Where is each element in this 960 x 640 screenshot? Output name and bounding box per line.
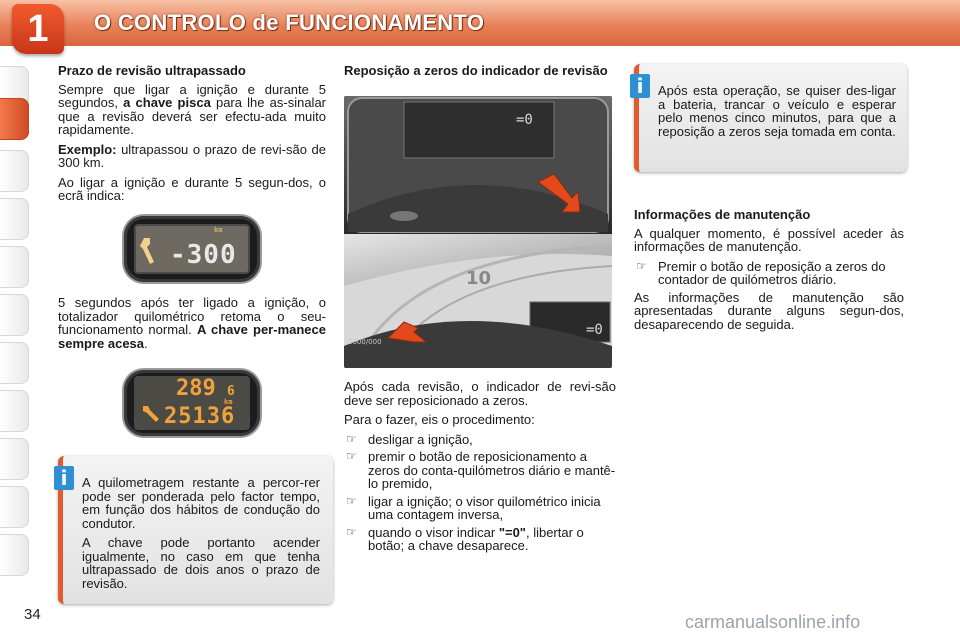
chapter-tab[interactable] bbox=[0, 342, 29, 384]
odometer-display-warning bbox=[124, 216, 260, 282]
trip-decimal: 6 bbox=[227, 384, 235, 399]
info-icon: i bbox=[54, 466, 74, 490]
odometer-display-normal bbox=[124, 370, 260, 436]
page-title: O CONTROLO de FUNCIONAMENTO bbox=[94, 10, 485, 35]
chapter-tab[interactable] bbox=[0, 198, 29, 240]
chapter-tab[interactable] bbox=[0, 486, 29, 528]
chapter-tab-active[interactable] bbox=[0, 98, 29, 140]
section-heading: Prazo de revisão ultrapassado bbox=[58, 63, 246, 78]
trip-readout: 289 bbox=[176, 376, 216, 401]
remaining-km-readout: -300 bbox=[170, 240, 237, 270]
paragraph: Sempre que ligar a ignição e durante 5 segundos, a chave pisca para lhe as-sinalar que a revisão deverá ser efectu-ada muito rapidamente. bbox=[58, 81, 327, 137]
procedure-step: ☞ quando o visor indicar "=0", libertar o botão; a chave desaparece. bbox=[346, 524, 584, 553]
pointing-hand-icon: ☞ bbox=[346, 431, 357, 446]
spanner-icon bbox=[138, 236, 160, 266]
procedure-steps bbox=[344, 433, 616, 553]
chapter-tab[interactable] bbox=[0, 438, 29, 480]
photo-button-label: 0000/000 bbox=[348, 338, 382, 346]
info-paragraph: A quilometragem restante a percor-rer pode ser ponderada pelo factor tempo, em função dos hábitos de condução do condutor. bbox=[82, 475, 320, 531]
chapter-tab[interactable] bbox=[0, 390, 29, 432]
procedure-step: ☞ ligar a ignição; o visor quilométrico inicia uma contagem inversa, bbox=[346, 493, 601, 522]
info-paragraph: Após esta operação, se quiser des-ligar a bateria, trancar o veículo e esperar pelo menos cinco minutos, para que a reposição a zeros seja tomada em conta. bbox=[658, 83, 896, 139]
paragraph: As informações de manutenção são apresentadas durante alguns segun-dos, desaparecendo de seguida. bbox=[634, 289, 904, 332]
pointing-hand-icon: ☞ bbox=[346, 524, 357, 539]
procedure-step: ☞ premir o botão de reposicionamento a zeros do conta-quilómetros diário e mantê-lo premido, bbox=[346, 449, 616, 491]
spanner-icon bbox=[140, 402, 162, 424]
middle-heading-block bbox=[344, 64, 612, 83]
middle-column bbox=[344, 380, 616, 557]
info-box-left-text bbox=[82, 476, 320, 596]
example-paragraph: Exemplo: ultrapassou o prazo de revi-são de 300 km. bbox=[58, 141, 326, 170]
chapter-tabs bbox=[0, 60, 30, 580]
chapter-tab[interactable] bbox=[0, 294, 29, 336]
photo-scale-number: 10 bbox=[466, 268, 492, 289]
photo-top-readout: =0 bbox=[516, 112, 533, 128]
total-odometer-readout: 25136 bbox=[164, 404, 236, 429]
chapter-tab[interactable] bbox=[0, 534, 29, 576]
left-column-2 bbox=[58, 296, 326, 356]
pointing-hand-icon: ☞ bbox=[346, 493, 357, 508]
paragraph: A qualquer momento, é possível aceder às informações de manutenção. bbox=[634, 225, 904, 254]
paragraph: Para o fazer, eis o procedimento: bbox=[344, 412, 535, 427]
photo-bottom-readout: =0 bbox=[586, 322, 603, 338]
procedure-step: ☞ Premir o botão de reposição a zeros do contador de quilómetros diário. bbox=[636, 258, 886, 287]
page-number: 34 bbox=[24, 606, 41, 623]
maintenance-steps bbox=[634, 260, 904, 287]
section-heading: Informações de manutenção bbox=[634, 207, 811, 222]
section-heading: Reposição a zeros do indicador de revisão bbox=[344, 63, 608, 78]
chapter-tab[interactable] bbox=[0, 246, 29, 288]
procedure-step: ☞ desligar a ignição, bbox=[346, 431, 473, 447]
right-column bbox=[634, 208, 904, 337]
paragraph: Ao ligar a ignição e durante 5 segun-dos, o ecrã indica: bbox=[58, 174, 326, 203]
km-unit-label: km bbox=[224, 398, 233, 406]
pointing-hand-icon: ☞ bbox=[636, 258, 647, 273]
instrument-cluster-illustration bbox=[344, 96, 612, 368]
chapter-badge: 1 bbox=[12, 4, 64, 54]
info-icon: i bbox=[630, 74, 650, 98]
chapter-tab[interactable] bbox=[0, 150, 29, 192]
km-unit-label: km bbox=[214, 226, 223, 234]
left-column bbox=[58, 64, 326, 209]
pointing-hand-icon: ☞ bbox=[346, 449, 357, 463]
info-paragraph: A chave pode portanto acender igualmente, no caso em que tenha ultrapassado de dois anos o prazo de revisão. bbox=[82, 535, 320, 591]
watermark: carmanualsonline.info bbox=[685, 612, 861, 632]
paragraph: Após cada revisão, o indicador de revi-são deve ser reposicionado a zeros. bbox=[344, 379, 616, 408]
info-box-right-text bbox=[658, 84, 896, 144]
paragraph: 5 segundos após ter ligado a ignição, o totalizador quilométrico retoma o seu-funcionamento normal. A chave per-manece sempre acesa. bbox=[58, 295, 326, 351]
instrument-cluster-photo bbox=[344, 96, 612, 368]
